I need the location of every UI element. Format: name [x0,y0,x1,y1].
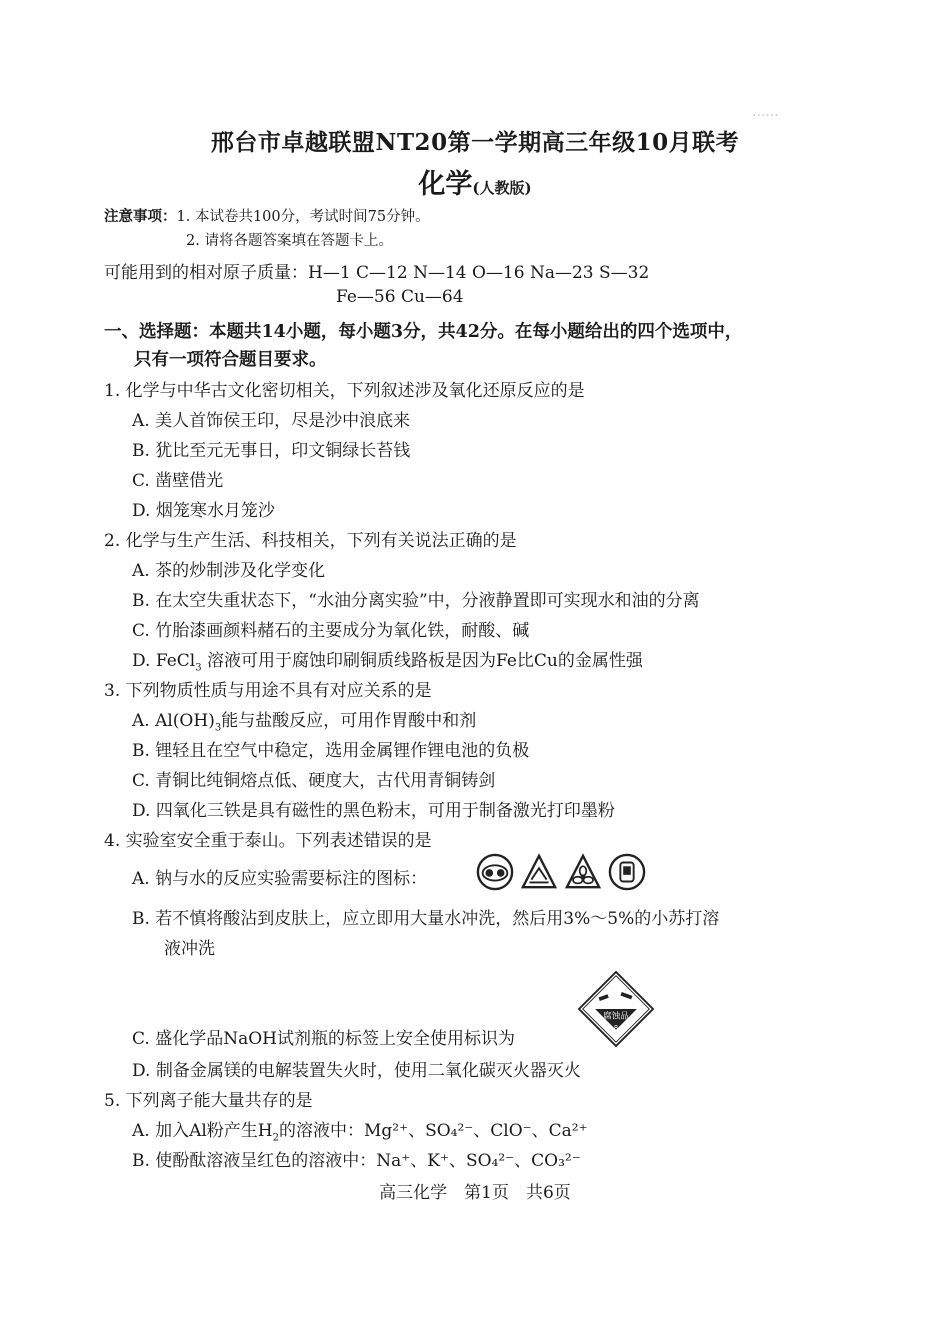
q2-option-c: C. 竹胎漆画颜料赭石的主要成分为氧化铁，耐酸、碱 [132,621,530,641]
hand-washing-icon [608,853,646,891]
bleed-through-text: ...... [752,104,779,120]
q3-option-a: A. $Al(OH)_3$能与盐酸反应，可用作胃酸中和剂 [132,711,477,734]
corrosive-sign-label: 腐蚀品 [603,1011,629,1022]
safety-icons-row [476,853,646,891]
q2-option-a: A. 茶的炒制涉及化学变化 [132,561,326,581]
q4-option-c: C. 盛化学品NaOH试剂瓶的标签上安全使用标识为 [132,1029,515,1049]
notes-line-1: 注意事项：1. 本试卷共100分，考试时间75分钟。 [104,208,430,225]
q4-option-b-line-2: 液冲洗 [164,939,215,959]
q1-option-c: C. 凿壁借光 [132,471,224,491]
q3-stem: 3. 下列物质性质与用途不具有对应关系的是 [104,681,432,701]
page-footer: 高三化学 第1页 共6页 [379,1183,571,1203]
corrosive-warning-sign-icon [578,971,654,1047]
exam-title: 邢台市卓越联盟NT20第一学期高三年级10月联考 [210,129,740,156]
q1-option-b: B. 犹比至元无事日，印文铜绿长苔钱 [132,441,411,461]
subject-title: 化学(人教版) [418,169,532,200]
q1-option-d: D. 烟笼寒水月笼沙 [132,501,275,521]
section-heading-line-2: 只有一项符合题目要求。 [134,350,327,370]
q2-option-d: D. FeCl$_3$ 溶液可用于腐蚀印刷铜质线路板是因为Fe比Cu的金属性强 [132,651,643,674]
q4-stem: 4. 实验室安全重于泰山。下列表述错误的是 [104,831,432,851]
q4-option-b-line-1: B. 若不慎将酸沾到皮肤上，应立即用大量水冲洗，然后用3%～5%的小苏打溶 [132,909,720,929]
q5-option-b: B. 使酚酞溶液呈红色的溶液中：Na⁺、K⁺、SO₄²⁻、CO₃²⁻ [132,1151,581,1171]
atomic-mass-line-1: 可能用到的相对原子质量：H—1 C—12 N—14 O—16 Na—23 S—32 [104,263,650,283]
goggles-icon [476,853,514,891]
q1-stem: 1. 化学与中华古文化密切相关，下列叙述涉及氧化还原反应的是 [104,381,585,401]
q3-option-c: C. 青铜比纯铜熔点低、硬度大，古代用青铜铸剑 [132,771,496,791]
q4-option-d: D. 制备金属镁的电解装置失火时，使用二氧化碳灭火器灭火 [132,1061,581,1081]
q3-option-d: D. 四氧化三铁是具有磁性的黑色粉末，可用于制备激光打印墨粉 [132,801,615,821]
atomic-mass-line-2: Fe—56 Cu—64 [336,287,464,307]
notes-line-2: 2. 请将各题答案填在答题卡上。 [186,233,393,249]
q5-option-a: A. 加入Al粉产生$H_2$的溶液中：Mg²⁺、SO₄²⁻、ClO⁻、Ca²⁺ [132,1121,588,1144]
q5-stem: 5. 下列离子能大量共存的是 [104,1091,313,1111]
q1-option-a: A. 美人首饰侯王印，尽是沙中浪底来 [132,411,411,431]
q2-stem: 2. 化学与生产生活、科技相关，下列有关说法正确的是 [104,531,517,551]
section-heading-line-1: 一、选择题：本题共14小题，每小题3分，共42分。在每小题给出的四个选项中， [104,322,743,342]
q4-option-a: A. 钠与水的反应实验需要标注的图标： [132,869,428,889]
fan-ventilation-icon [564,853,602,891]
edition: (人教版) [472,179,532,197]
corrosive-triangle-icon [520,853,558,891]
corrosive-sign-number: 8 [613,1023,619,1032]
q3-option-b: B. 锂轻且在空气中稳定，选用金属锂作锂电池的负极 [132,741,530,761]
q2-option-b: B. 在太空失重状态下，“水油分离实验”中，分液静置即可实现水和油的分离 [132,591,700,611]
